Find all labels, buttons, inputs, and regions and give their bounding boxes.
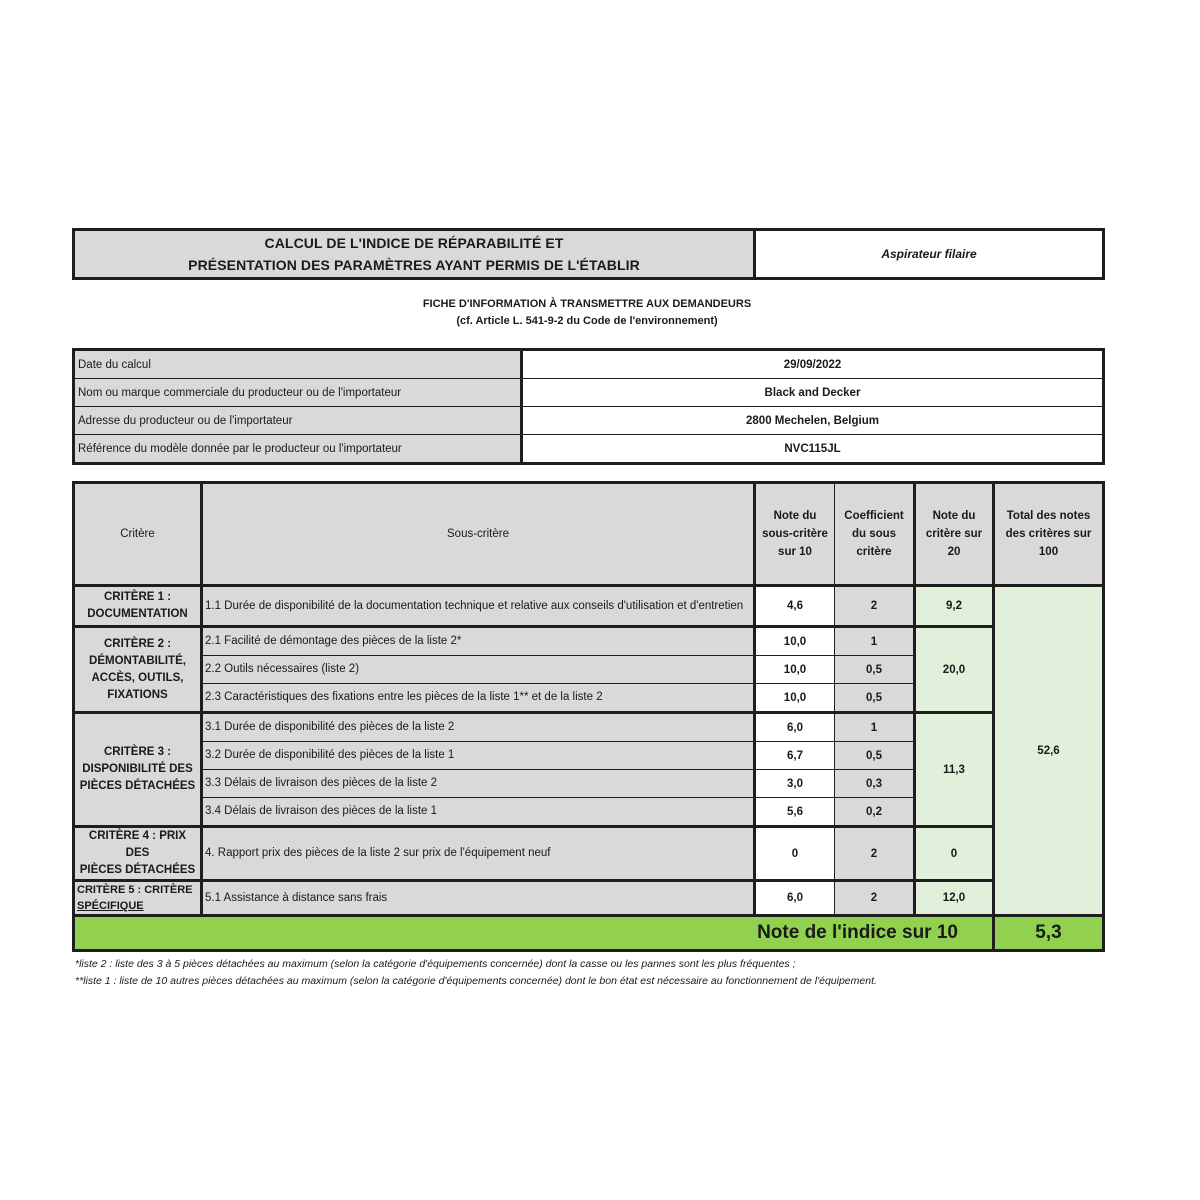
table-row bbox=[74, 713, 1104, 742]
sub-criterion-note: 5,6 bbox=[755, 798, 835, 827]
info-row-date bbox=[74, 350, 1104, 379]
footnote-liste-1: **liste 1 : liste de 10 autres pièces détachées au maximum (selon la catégorie d'équipements concernée) dont le bon état est nécessaire au fonctionnement de l'équipement. bbox=[75, 975, 877, 987]
info-value-address: 2800 Mechelen, Belgium bbox=[522, 407, 1104, 435]
table-row bbox=[74, 627, 1104, 656]
final-score-label: Note de l'indice sur 10 bbox=[74, 916, 994, 951]
criterion-5 bbox=[74, 881, 202, 916]
criterion-note20: 11,3 bbox=[915, 713, 994, 827]
sub-criterion-label: 2.2 Outils nécessaires (liste 2) bbox=[202, 656, 755, 684]
subtitle bbox=[72, 296, 1102, 332]
info-table bbox=[72, 348, 1105, 465]
subtitle-line-2: (cf. Article L. 541-9-2 du Code de l'environnement) bbox=[456, 315, 718, 327]
sub-criterion-note: 10,0 bbox=[755, 656, 835, 684]
header-coef: Coefficient du sous critère bbox=[835, 483, 915, 586]
sub-criterion-label: 3.3 Délais de livraison des pièces de la liste 2 bbox=[202, 770, 755, 798]
sub-criterion-note: 4,6 bbox=[755, 586, 835, 627]
sub-criterion-coef: 0,5 bbox=[835, 742, 915, 770]
sheet-title bbox=[74, 230, 755, 279]
criterion-4 bbox=[74, 827, 202, 881]
criterion-3 bbox=[74, 713, 202, 827]
total-score: 52,6 bbox=[994, 586, 1104, 916]
criterion-name: SPÉCIFIQUE bbox=[77, 900, 144, 912]
criterion-name: CRITÈRE 3 : bbox=[103, 746, 172, 758]
info-row-brand bbox=[74, 379, 1104, 407]
criterion-name: CRITÈRE 2 : bbox=[103, 637, 172, 650]
sub-criterion-coef: 1 bbox=[835, 713, 915, 742]
criterion-name: DISPONIBILITÉ DES bbox=[82, 763, 193, 775]
sub-criterion-label: 3.1 Durée de disponibilité des pièces de la liste 2 bbox=[202, 713, 755, 742]
info-value-date: 29/09/2022 bbox=[522, 350, 1104, 379]
sub-criterion-label: 3.2 Durée de disponibilité des pièces de la liste 1 bbox=[202, 742, 755, 770]
subtitle-line-1: FICHE D'INFORMATION À TRANSMETTRE AUX DEMANDEURS bbox=[422, 298, 752, 310]
criterion-note20: 12,0 bbox=[915, 881, 994, 916]
header-sous-critere: Sous-critère bbox=[202, 483, 755, 586]
sub-criterion-coef: 0,3 bbox=[835, 770, 915, 798]
repairability-sheet bbox=[72, 228, 1102, 990]
sub-criterion-label: 4. Rapport prix des pièces de la liste 2 sur prix de l'équipement neuf bbox=[202, 827, 755, 881]
title-line-1: CALCUL DE L'INDICE DE RÉPARABILITÉ ET bbox=[264, 235, 564, 251]
info-label: Date du calcul bbox=[74, 350, 522, 379]
footnote-liste-2: *liste 2 : liste des 3 à 5 pièces détachées au maximum (selon la catégorie d'équipements concernée) dont la casse ou les pannes sont les plus fréquentes ; bbox=[75, 958, 796, 970]
sub-criterion-note: 6,0 bbox=[755, 881, 835, 916]
info-value-brand: Black and Decker bbox=[522, 379, 1104, 407]
sub-criterion-coef: 1 bbox=[835, 627, 915, 656]
info-label: Adresse du producteur ou de l'importateur bbox=[74, 407, 522, 435]
sub-criterion-coef: 0,2 bbox=[835, 798, 915, 827]
sub-criterion-label: 2.3 Caractéristiques des fixations entre les pièces de la liste 1** et de la liste 2 bbox=[202, 684, 755, 713]
final-score-row bbox=[74, 916, 1104, 951]
title-line-2: PRÉSENTATION DES PARAMÈTRES AYANT PERMIS DE L'ÉTABLIR bbox=[188, 257, 640, 273]
sub-criterion-label: 5.1 Assistance à distance sans frais bbox=[202, 881, 755, 916]
footnotes bbox=[72, 956, 1102, 990]
sub-criterion-note: 0 bbox=[755, 827, 835, 881]
header-total: Total des notes des critères sur 100 bbox=[994, 483, 1104, 586]
header-critere: Critère bbox=[74, 483, 202, 586]
table-row bbox=[74, 827, 1104, 881]
criterion-name: CRITÈRE 1 : bbox=[103, 591, 172, 603]
criterion-1 bbox=[74, 586, 202, 627]
header-table bbox=[72, 228, 1105, 280]
criterion-name: FIXATIONS bbox=[107, 688, 168, 701]
sub-criterion-note: 6,7 bbox=[755, 742, 835, 770]
header-note20: Note du critère sur 20 bbox=[915, 483, 994, 586]
criterion-note20: 20,0 bbox=[915, 627, 994, 713]
sub-criterion-coef: 2 bbox=[835, 586, 915, 627]
info-label: Référence du modèle donnée par le producteur ou l'importateur bbox=[74, 435, 522, 464]
criterion-name: DOCUMENTATION bbox=[87, 608, 188, 620]
sub-criterion-note: 6,0 bbox=[755, 713, 835, 742]
criterion-name: CRITÈRE 4 : PRIX DES bbox=[88, 830, 187, 859]
header-note10: Note du sous-critère sur 10 bbox=[755, 483, 835, 586]
info-row-model bbox=[74, 435, 1104, 464]
criterion-name: CRITÈRE 5 : CRITÈRE bbox=[77, 884, 193, 896]
sub-criterion-coef: 0,5 bbox=[835, 656, 915, 684]
sub-criterion-label: 1.1 Durée de disponibilité de la documentation technique et relative aux conseils d'utilisation et d'entretien bbox=[202, 586, 755, 627]
sub-criterion-note: 3,0 bbox=[755, 770, 835, 798]
sub-criterion-coef: 2 bbox=[835, 827, 915, 881]
sub-criterion-label: 2.1 Facilité de démontage des pièces de la liste 2* bbox=[202, 627, 755, 656]
criterion-name: DÉMONTABILITÉ, bbox=[89, 654, 186, 667]
sub-criterion-coef: 0,5 bbox=[835, 684, 915, 713]
sub-criterion-label: 3.4 Délais de livraison des pièces de la liste 1 bbox=[202, 798, 755, 827]
info-label: Nom ou marque commerciale du producteur ou de l'importateur bbox=[74, 379, 522, 407]
criterion-name: ACCÈS, OUTILS, bbox=[91, 671, 184, 684]
criterion-note20: 9,2 bbox=[915, 586, 994, 627]
sub-criterion-note: 10,0 bbox=[755, 627, 835, 656]
sub-criterion-note: 10,0 bbox=[755, 684, 835, 713]
info-row-address bbox=[74, 407, 1104, 435]
info-value-model: NVC115JL bbox=[522, 435, 1104, 464]
criterion-name: PIÈCES DÉTACHÉES bbox=[79, 780, 196, 792]
table-row bbox=[74, 586, 1104, 627]
score-table bbox=[72, 481, 1105, 952]
final-score-value: 5,3 bbox=[994, 916, 1104, 951]
criterion-name: PIÈCES DÉTACHÉES bbox=[79, 864, 196, 876]
product-type: Aspirateur filaire bbox=[755, 230, 1104, 279]
criterion-2 bbox=[74, 627, 202, 713]
table-row bbox=[74, 881, 1104, 916]
criterion-note20: 0 bbox=[915, 827, 994, 881]
sub-criterion-coef: 2 bbox=[835, 881, 915, 916]
table-header-row bbox=[74, 483, 1104, 586]
